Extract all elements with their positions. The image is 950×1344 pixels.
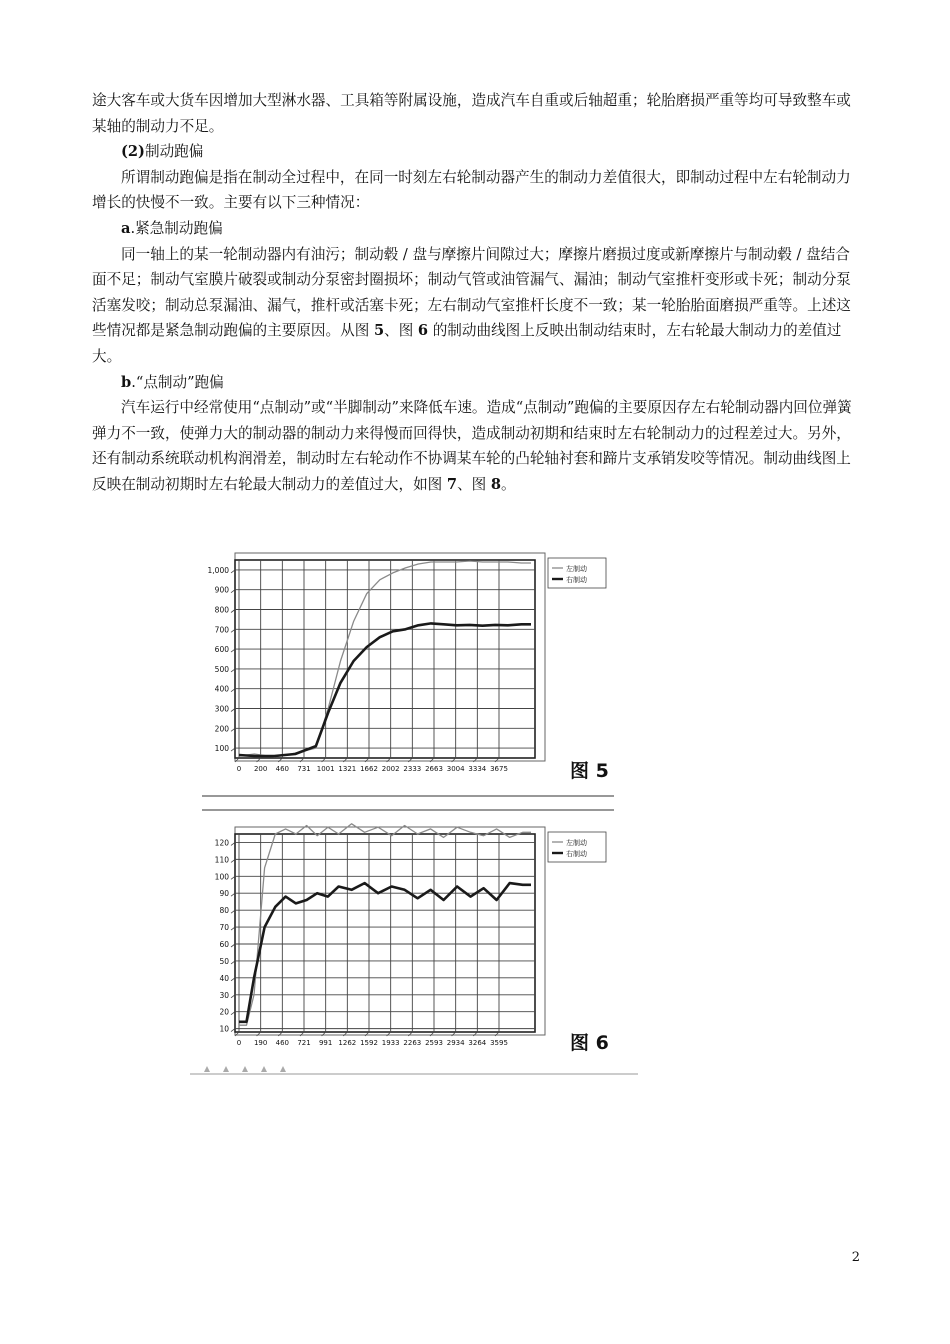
x-tick-label: 2663 bbox=[425, 765, 443, 773]
legend-label: 左制动 bbox=[566, 839, 587, 847]
subheading-text: .“点制动”跑偏 bbox=[131, 373, 224, 391]
y-tick-label: 40 bbox=[219, 973, 229, 983]
x-tick-label: 731 bbox=[297, 765, 311, 773]
x-tick-label: 1592 bbox=[360, 1039, 378, 1047]
x-tick-label: 0 bbox=[236, 765, 242, 773]
x-tick-label: 2333 bbox=[403, 765, 422, 773]
paragraph-text: 同一轴上的某一轮制动器内有油污；制动毂 / 盘与摩擦片间隙过大；摩擦片磨损过度或新摩擦片与制动毂 / 盘结合面不足；制动气室膜片破裂或制动分泵密封圈损坏；制动气管或油管漏气、漏油；制动气室推杆变形或卡死；制动分泵活塞发咬；制动总泵漏油、漏气，推杆或活塞卡死；左右制动气室推杆长度不一致；某一轮胎胎面磨损严重等。上述这些情况都是紧急制动跑偏的主要原因。从图 bbox=[92, 245, 851, 340]
body-text bbox=[92, 88, 862, 498]
x-tick-label: 460 bbox=[275, 1039, 290, 1047]
x-tick-label: 2263 bbox=[403, 1039, 422, 1047]
x-tick-label: 2593 bbox=[425, 1039, 443, 1047]
figures-block bbox=[190, 548, 640, 1080]
y-tick-label: 30 bbox=[219, 990, 229, 1000]
x-tick-label: 2002 bbox=[381, 765, 400, 773]
y-tick-label: 80 bbox=[219, 906, 229, 916]
figure-ref: 6 bbox=[417, 322, 429, 340]
brake-force-charts bbox=[190, 548, 640, 1080]
x-tick-label: 190 bbox=[253, 1039, 268, 1047]
y-tick-label: 60 bbox=[219, 940, 229, 949]
paragraph-text: 。 bbox=[501, 475, 516, 493]
y-tick-label: 20 bbox=[219, 1007, 229, 1017]
figure-ref: 5 bbox=[373, 322, 385, 340]
triangle-mark bbox=[204, 1066, 210, 1072]
x-tick-label: 3675 bbox=[490, 765, 508, 773]
x-tick-label: 1662 bbox=[360, 765, 378, 773]
subheading-letter: b bbox=[121, 373, 132, 391]
heading-text: 制动跑偏 bbox=[144, 143, 204, 161]
figure-caption: 图 6 bbox=[570, 1032, 609, 1054]
y-tick-label: 400 bbox=[214, 684, 229, 694]
y-tick-label: 200 bbox=[214, 724, 229, 734]
triangle-mark bbox=[261, 1066, 267, 1072]
figure-ref: 8 bbox=[490, 475, 502, 493]
x-tick-label: 0 bbox=[236, 1039, 242, 1047]
y-tick-label: 50 bbox=[219, 956, 229, 966]
y-tick-label: 1,000 bbox=[207, 565, 229, 575]
x-tick-label: 3595 bbox=[490, 1039, 508, 1047]
paragraph-text: 、图 bbox=[457, 475, 491, 493]
y-tick-label: 500 bbox=[214, 664, 229, 674]
x-tick-label: 1321 bbox=[338, 765, 357, 773]
paragraph-text: 的制动曲线图上反映出制动结束时，左右轮最大制动力的差值过大。 bbox=[92, 322, 842, 365]
y-tick-label: 90 bbox=[219, 889, 229, 899]
subheading-b bbox=[92, 370, 862, 396]
triangle-mark bbox=[223, 1066, 229, 1072]
x-tick-label: 721 bbox=[297, 1039, 311, 1047]
y-tick-label: 900 bbox=[214, 585, 229, 595]
legend-label: 右制动 bbox=[566, 850, 587, 858]
subheading-a bbox=[92, 216, 862, 242]
subheading-letter: a bbox=[121, 219, 131, 237]
y-tick-label: 70 bbox=[219, 923, 229, 933]
paragraph-point-braking bbox=[92, 395, 862, 497]
paragraph-continued: 途大客车或大货车因增加大型淋水器、工具箱等附属设施，造成汽车自重或后轴超重；轮胎磨损严重等均可导致整车或某轴的制动力不足。 bbox=[92, 92, 851, 135]
plot-area bbox=[235, 834, 535, 1032]
y-tick-label: 100 bbox=[214, 872, 229, 882]
y-tick-label: 110 bbox=[214, 855, 229, 865]
triangle-mark bbox=[242, 1066, 248, 1072]
x-tick-label: 3264 bbox=[468, 1039, 487, 1047]
x-tick-label: 991 bbox=[318, 1039, 333, 1047]
paragraph-text: 汽车运行中经常使用“点制动”或“半脚制动”来降低车速。造成“点制动”跑偏的主要原因存左右轮制动器内回位弹簧弹力不一致，使弹力大的制动器的制动力来得慢而回得快，造成制动初期和结束时左右轮制动力的过程差过大。另外，还有制动系统联动机构润滑差，制动时左右轮动作不协调某车轮的凸轮轴衬套和蹄片支承销发咬等情况。制动曲线图上反映在制动初期时左右轮最大制动力的差值过大，如图 bbox=[92, 399, 852, 493]
y-tick-label: 10 bbox=[219, 1024, 229, 1034]
x-tick-label: 3004 bbox=[446, 765, 465, 773]
y-tick-label: 800 bbox=[214, 605, 229, 615]
y-tick-label: 300 bbox=[214, 704, 229, 714]
x-tick-label: 3334 bbox=[468, 765, 487, 773]
paragraph-definition: 所谓制动跑偏是指在制动全过程中，在同一时刻左右轮制动器产生的制动力差值很大，即制动过程中左右轮制动力增长的快慢不一致。主要有以下三种情况： bbox=[92, 168, 851, 212]
figure-caption: 图 5 bbox=[570, 760, 609, 782]
legend-label: 左制动 bbox=[566, 565, 587, 573]
x-tick-label: 1933 bbox=[381, 1039, 400, 1047]
subheading-text: .紧急制动跑偏 bbox=[130, 219, 223, 237]
y-tick-label: 700 bbox=[214, 625, 229, 635]
legend-label: 右制动 bbox=[566, 576, 587, 584]
page-number: 2 bbox=[851, 1250, 860, 1265]
y-tick-label: 600 bbox=[214, 645, 229, 655]
x-tick-label: 1001 bbox=[316, 765, 335, 773]
paragraph-text: 、图 bbox=[384, 322, 418, 340]
x-tick-label: 1262 bbox=[338, 1039, 357, 1047]
section-heading-2 bbox=[92, 139, 862, 165]
x-tick-label: 460 bbox=[275, 765, 290, 773]
x-tick-label: 2934 bbox=[446, 1039, 465, 1047]
y-tick-label: 120 bbox=[214, 838, 229, 848]
figure-ref: 7 bbox=[446, 475, 458, 493]
y-tick-label: 100 bbox=[214, 744, 229, 754]
heading-number: (2) bbox=[121, 143, 145, 161]
triangle-mark bbox=[280, 1066, 286, 1072]
paragraph-emergency-braking bbox=[92, 242, 862, 370]
x-tick-label: 200 bbox=[253, 765, 268, 773]
